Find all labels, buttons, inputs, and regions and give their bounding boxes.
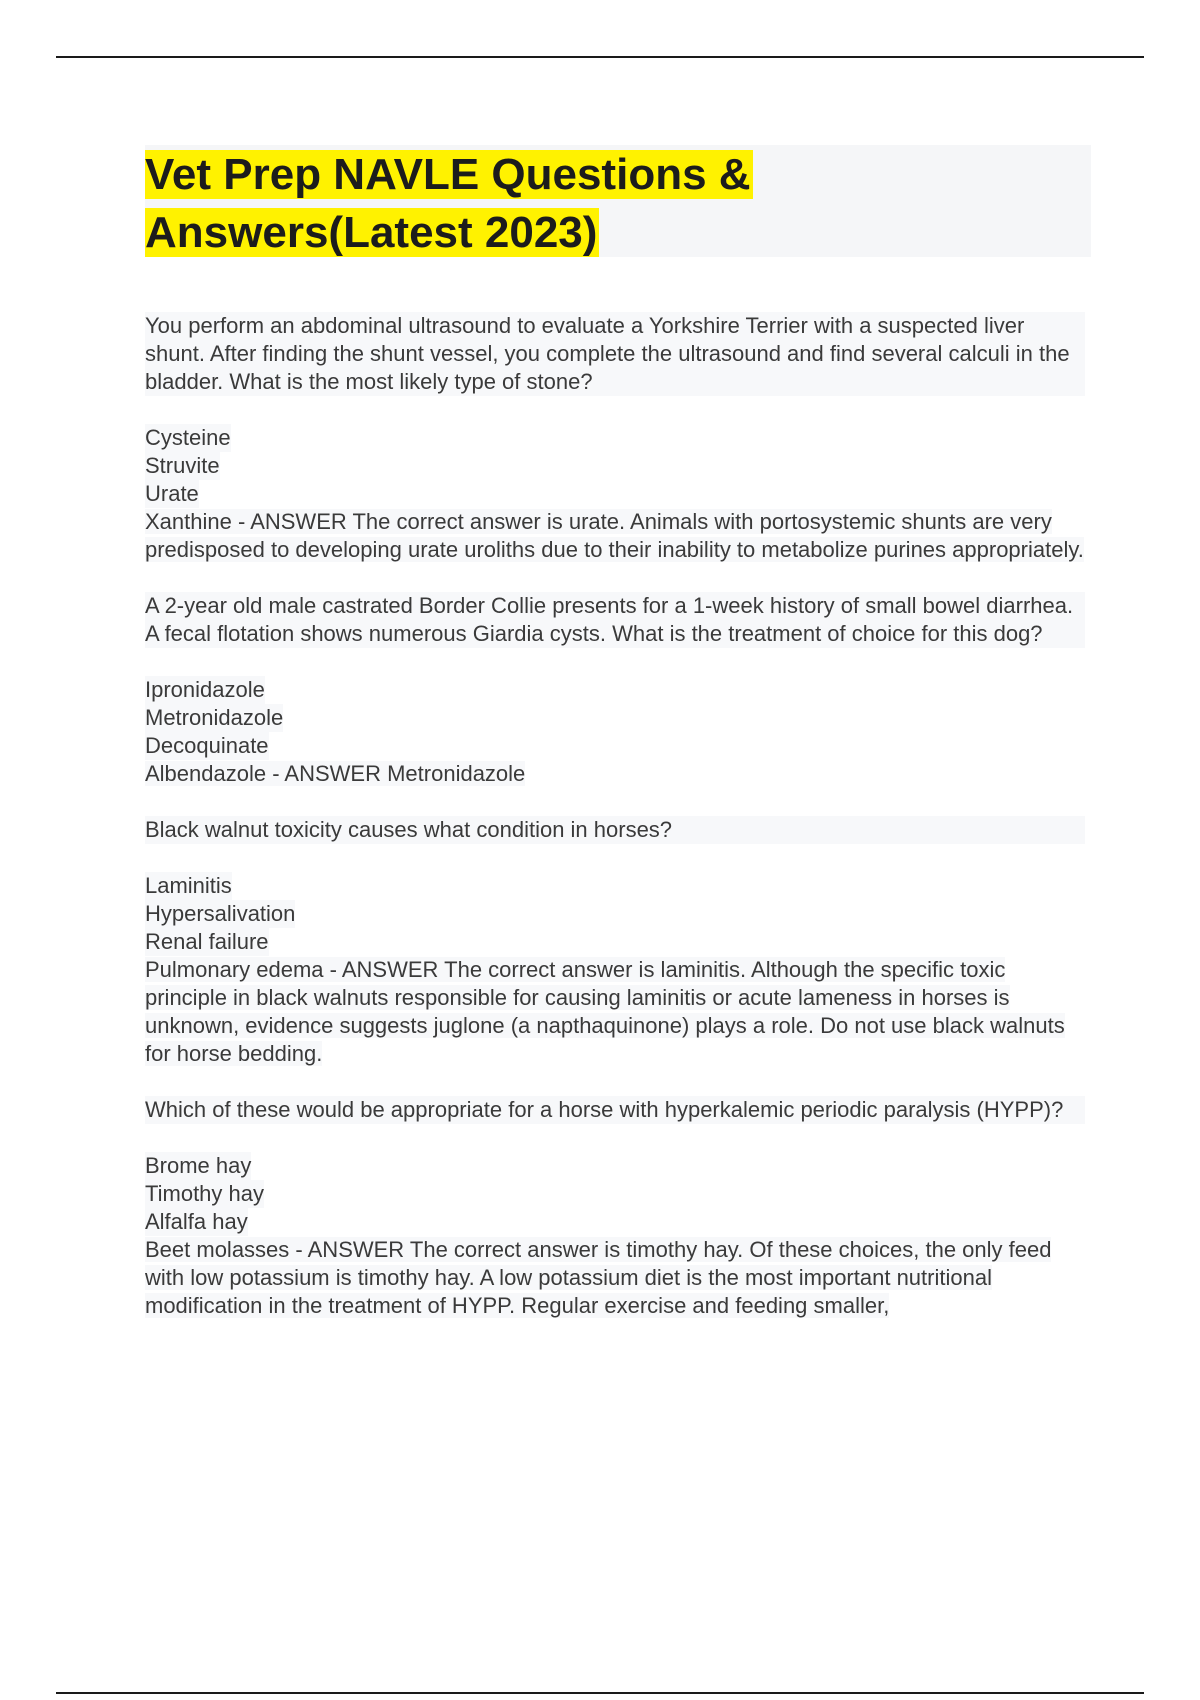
answer-options: [145, 424, 1085, 564]
option-item: Alfalfa hay: [145, 1209, 248, 1234]
answer-options: [145, 1152, 1085, 1320]
top-rule: [56, 56, 1144, 58]
qa-item-1: [145, 312, 1085, 564]
option-item: Renal failure: [145, 929, 269, 954]
option-with-answer: Pulmonary edema - ANSWER The correct answer is laminitis. Although the specific toxic principle in black walnuts responsible for causing laminitis or acute lameness in horses is unknown, evidence suggests juglone (a napthaquinone) plays a role. Do not use black walnuts for horse bedding.: [145, 957, 1065, 1066]
question-text: Black walnut toxicity causes what condition in horses?: [145, 816, 1085, 844]
option-item: Struvite: [145, 453, 220, 478]
option-item: Metronidazole: [145, 705, 284, 730]
option-item: Hypersalivation: [145, 901, 296, 926]
title-line-2: Answers(Latest 2023): [145, 208, 598, 257]
qa-content: [145, 312, 1085, 1348]
option-item: Urate: [145, 481, 199, 506]
answer-options: [145, 676, 1085, 788]
document-title: [145, 146, 845, 262]
answer-options: [145, 872, 1085, 1068]
question-text: You perform an abdominal ultrasound to evaluate a Yorkshire Terrier with a suspected liver shunt. After finding the shunt vessel, you complete the ultrasound and find several calculi in the bladder. What is the most likely type of stone?: [145, 312, 1085, 396]
option-item: Brome hay: [145, 1153, 252, 1178]
question-text: A 2-year old male castrated Border Collie presents for a 1-week history of small bowel diarrhea. A fecal flotation shows numerous Giardia cysts. What is the treatment of choice for this dog?: [145, 592, 1085, 648]
qa-item-2: [145, 592, 1085, 788]
option-with-answer: Xanthine - ANSWER The correct answer is urate. Animals with portosystemic shunts are very predisposed to developing urate uroliths due to their inability to metabolize purines appropriately.: [145, 509, 1084, 562]
title-line-1: Vet Prep NAVLE Questions &: [145, 150, 751, 199]
qa-item-3: [145, 816, 1085, 1068]
option-with-answer: Beet molasses - ANSWER The correct answer is timothy hay. Of these choices, the only feed with low potassium is timothy hay. A low potassium diet is the most important nutritional modification in the treatment of HYPP. Regular exercise and feeding smaller,: [145, 1237, 1052, 1318]
option-item: Cysteine: [145, 425, 231, 450]
option-item: Laminitis: [145, 873, 232, 898]
option-item: Timothy hay: [145, 1181, 265, 1206]
option-item: Ipronidazole: [145, 677, 265, 702]
option-item: Decoquinate: [145, 733, 269, 758]
bottom-rule: [56, 1692, 1144, 1694]
qa-item-4: [145, 1096, 1085, 1320]
question-text: Which of these would be appropriate for a horse with hyperkalemic periodic paralysis (HYPP)?: [145, 1096, 1085, 1124]
option-with-answer: Albendazole - ANSWER Metronidazole: [145, 761, 526, 786]
